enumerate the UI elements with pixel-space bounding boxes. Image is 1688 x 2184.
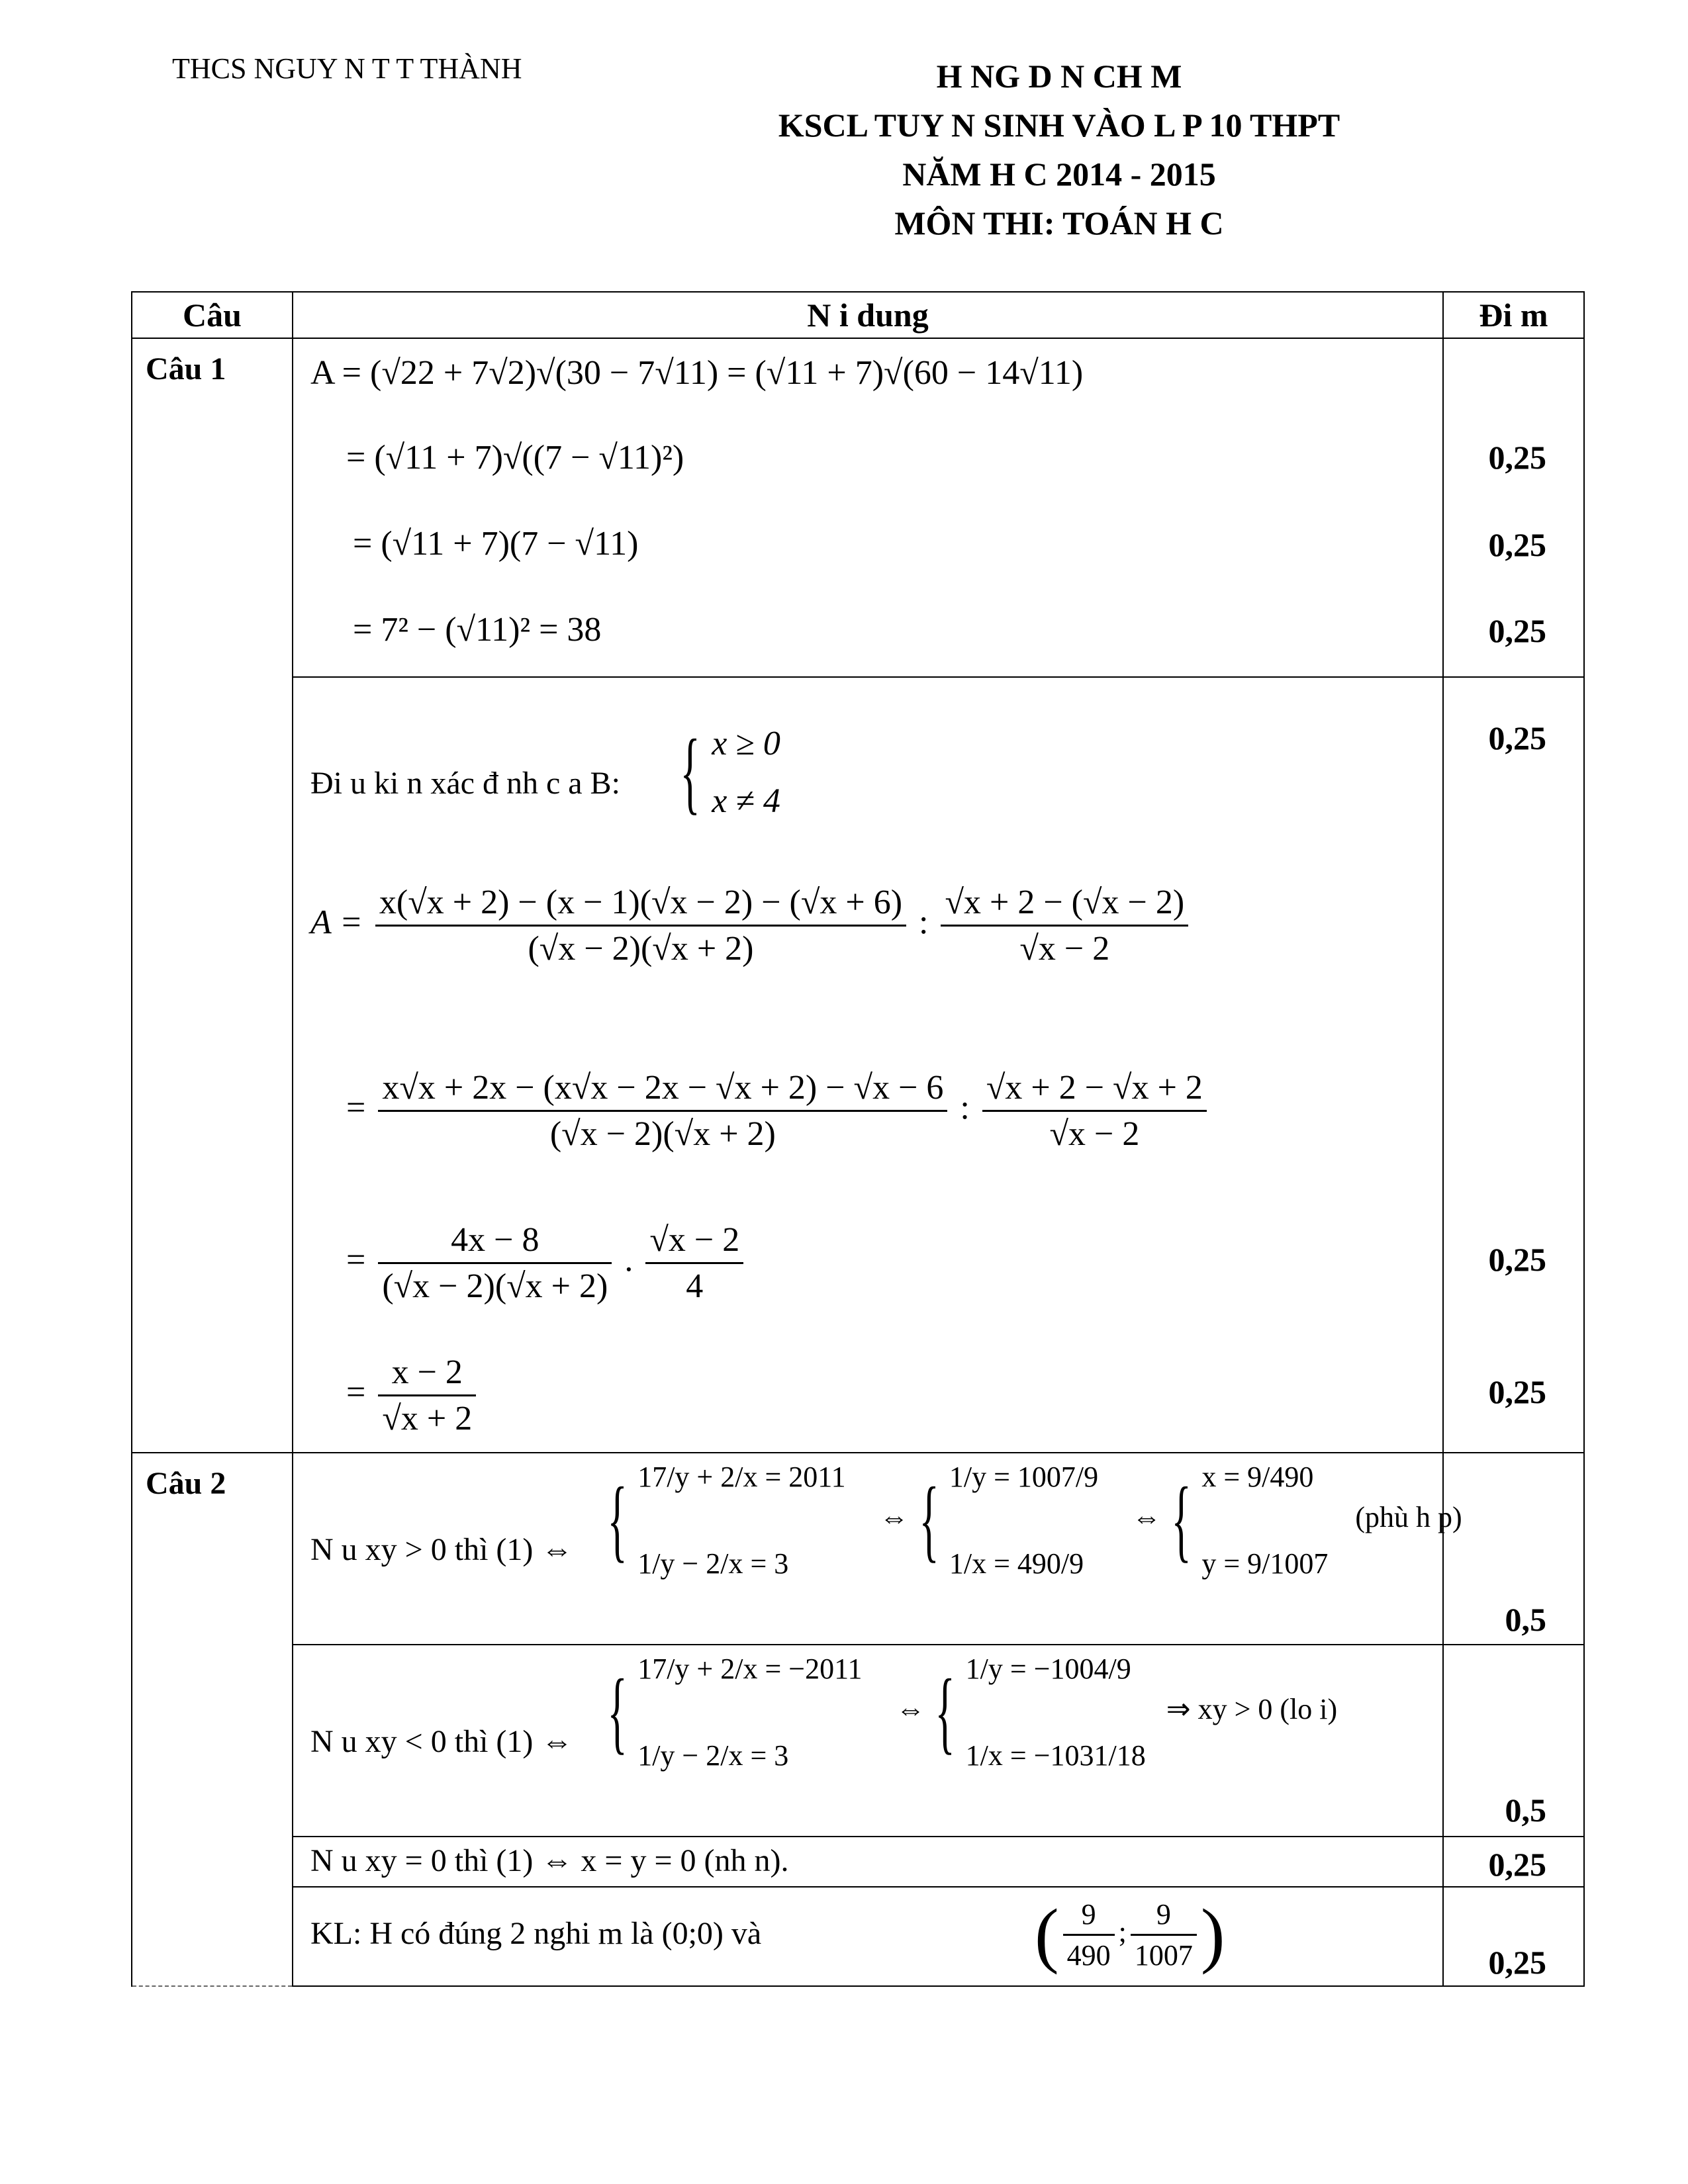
left-brace: { xyxy=(680,721,700,823)
case2-prefix: N u xy < 0 thì (1) ⇔ xyxy=(310,1724,573,1759)
step3-denominator-2: 4 xyxy=(686,1267,704,1305)
header-content: N i dung xyxy=(293,292,1443,338)
step1-numerator: x(√x + 2) − (x − 1)(√x − 2) − (√x + 6) xyxy=(375,883,906,927)
q1-part-a-scores xyxy=(1443,338,1584,677)
case2-tail: ⇒ xy > 0 (lo i) xyxy=(1166,1693,1338,1726)
condition-label: Đi u ki n xác đ nh c a B: xyxy=(310,766,620,801)
title-line-3: NĂM H C 2014 - 2015 xyxy=(902,156,1216,193)
score-condition: 0,25 xyxy=(1488,719,1546,756)
score-case-3: 0,25 xyxy=(1488,1846,1546,1883)
cond-1: x ≥ 0 xyxy=(712,725,780,762)
step2-denominator-2: √x − 2 xyxy=(1049,1115,1140,1153)
q1a-line-2: = (√11 + 7)√((7 − √11)²) xyxy=(346,439,684,477)
case2-r2: 1/x = −1031/18 xyxy=(965,1739,1146,1772)
case1-eq1: 17/y + 2/x = 2011 xyxy=(637,1461,846,1493)
case1-prefix: N u xy > 0 thì (1) ⇔ xyxy=(310,1532,573,1567)
cond-2: x ≠ 4 xyxy=(712,782,780,820)
case1-s1: x = 9/490 xyxy=(1201,1461,1314,1493)
case3-text: N u xy = 0 thì (1) ⇔ x = y = 0 (nh n). xyxy=(310,1843,789,1878)
header-score: Đi m xyxy=(1443,292,1584,338)
step3-denominator: (√x − 2)(√x + 2) xyxy=(382,1267,608,1305)
q1-part-b-content xyxy=(293,677,1443,1453)
q1a-line-3: = (√11 + 7)(7 − √11) xyxy=(353,525,639,563)
step2-numerator-2: √x + 2 − √x + 2 xyxy=(982,1068,1207,1112)
case1-eq2: 1/y − 2/x = 3 xyxy=(637,1547,789,1580)
pair-n1: 9 xyxy=(1063,1897,1115,1936)
case2-eq1: 17/y + 2/x = −2011 xyxy=(637,1653,863,1685)
q2-case-1-score xyxy=(1443,1453,1584,1645)
case1-r2: 1/x = 490/9 xyxy=(949,1547,1084,1580)
step2-numerator: x√x + 2x − (x√x − 2x − √x + 2) − √x − 6 xyxy=(378,1068,947,1112)
question-1-label: Câu 1 xyxy=(132,338,293,1453)
step1-lhs: A = xyxy=(310,903,363,942)
school-name: THCS NGUY N T T THÀNH xyxy=(172,52,522,85)
title-line-1: H NG D N CH M xyxy=(936,58,1182,95)
case2-eq2: 1/y − 2/x = 3 xyxy=(637,1739,789,1772)
q1a-line-1: A = (√22 + 7√2)√(30 − 7√11) = (√11 + 7)√(60 − 14√11) xyxy=(310,354,1084,392)
score-q1b-1: 0,25 xyxy=(1488,1241,1546,1278)
step2-denominator: (√x − 2)(√x + 2) xyxy=(549,1115,776,1153)
score-case-2: 0,5 xyxy=(1505,1792,1546,1829)
q2-case-2-score xyxy=(1443,1645,1584,1837)
q2-case-3-score xyxy=(1443,1837,1584,1887)
step1-denominator-2: √x − 2 xyxy=(1019,930,1110,968)
title-line-2: KSCL TUY N SINH VÀO L P 10 THPT xyxy=(778,107,1340,144)
q1b-step-2: = $\frac{x√x + 2x - (x√x - 2x - √x + 2) - √x - 6}{(√x - 2)(√x + 2)}$ : $\frac{√x + 2 - √x + 2}{√x - 2}$ xyxy=(346,1068,1211,1154)
document-title xyxy=(695,52,1423,248)
q1b-step-1: A = $\frac{x(√x + 2) - (x - 1)(√x - 2) - (√x + 6)}{(√x - 2)(√x + 2)}$ : $\frac{√x + 2 - (√x - 2)}{√x - 2}$ xyxy=(310,883,1192,968)
title-line-4: MÔN THI: TOÁN H C xyxy=(894,205,1224,242)
q1b-step-4: = $\frac{x - 2}{√x + 2}$ xyxy=(346,1353,480,1438)
q2-case-3 xyxy=(293,1837,1443,1887)
case1-s2: y = 9/1007 xyxy=(1201,1547,1329,1580)
step1-numerator-2: √x + 2 − (√x − 2) xyxy=(941,883,1188,927)
step3-numerator-2: √x − 2 xyxy=(645,1220,743,1264)
grading-table xyxy=(131,291,1585,1987)
pair-d1: 490 xyxy=(1066,1939,1111,1972)
pair-n2: 9 xyxy=(1131,1897,1197,1936)
condition-system xyxy=(677,721,780,823)
q1-part-b-scores xyxy=(1443,677,1584,1453)
header-question: Câu xyxy=(132,292,293,338)
step1-denominator: (√x − 2)(√x + 2) xyxy=(528,930,754,968)
case1-system: { 17/y + 2/x = 2011 1/y − 2/x = 3 ⇔ { 1/y = 1007/9 1/x = 490/9 ⇔ { x = 9/490 y = 9/1007 (phù h p) xyxy=(607,1461,1462,1580)
q2-conclusion-score xyxy=(1443,1887,1584,1986)
q1a-line-4: = 7² − (√11)² = 38 xyxy=(353,611,602,649)
case1-note: (phù h p) xyxy=(1355,1501,1462,1534)
step3-numerator: 4x − 8 xyxy=(378,1220,612,1264)
q1b-step-3: = $\frac{4x - 8}{(√x - 2)(√x + 2)}$ . $\frac{√x - 2}{4}$ xyxy=(346,1220,747,1306)
step4-numerator: x − 2 xyxy=(378,1353,476,1396)
step4-denominator: √x + 2 xyxy=(382,1400,473,1437)
q2-conclusion xyxy=(293,1887,1443,1986)
case1-r1: 1/y = 1007/9 xyxy=(949,1461,1099,1493)
case2-system: { 17/y + 2/x = −2011 1/y − 2/x = 3 ⇔ { 1/y = −1004/9 1/x = −1031/18 ⇒ xy > 0 (lo i) xyxy=(607,1653,1338,1772)
score-conclusion: 0,25 xyxy=(1488,1944,1546,1981)
question-2-label: Câu 2 xyxy=(132,1453,293,1986)
q2-case-2 xyxy=(293,1645,1443,1837)
case2-r1: 1/y = −1004/9 xyxy=(965,1653,1131,1685)
score-case-1: 0,5 xyxy=(1505,1601,1546,1638)
score-q1b-2: 0,25 xyxy=(1488,1373,1546,1410)
q2-case-1 xyxy=(293,1453,1462,1645)
conclusion-pair: ( $\frac{9}{490}$ ; $\frac{9}{1007}$ ) xyxy=(1035,1894,1225,1975)
pair-d2: 1007 xyxy=(1134,1939,1193,1972)
score-q1a-2: 0,25 xyxy=(1488,526,1546,563)
score-q1a-1: 0,25 xyxy=(1488,439,1546,476)
score-q1a-3: 0,25 xyxy=(1488,612,1546,649)
conclusion-text: KL: H có đúng 2 nghi m là (0;0) và xyxy=(310,1916,762,1951)
q1-part-a-content xyxy=(293,338,1443,677)
